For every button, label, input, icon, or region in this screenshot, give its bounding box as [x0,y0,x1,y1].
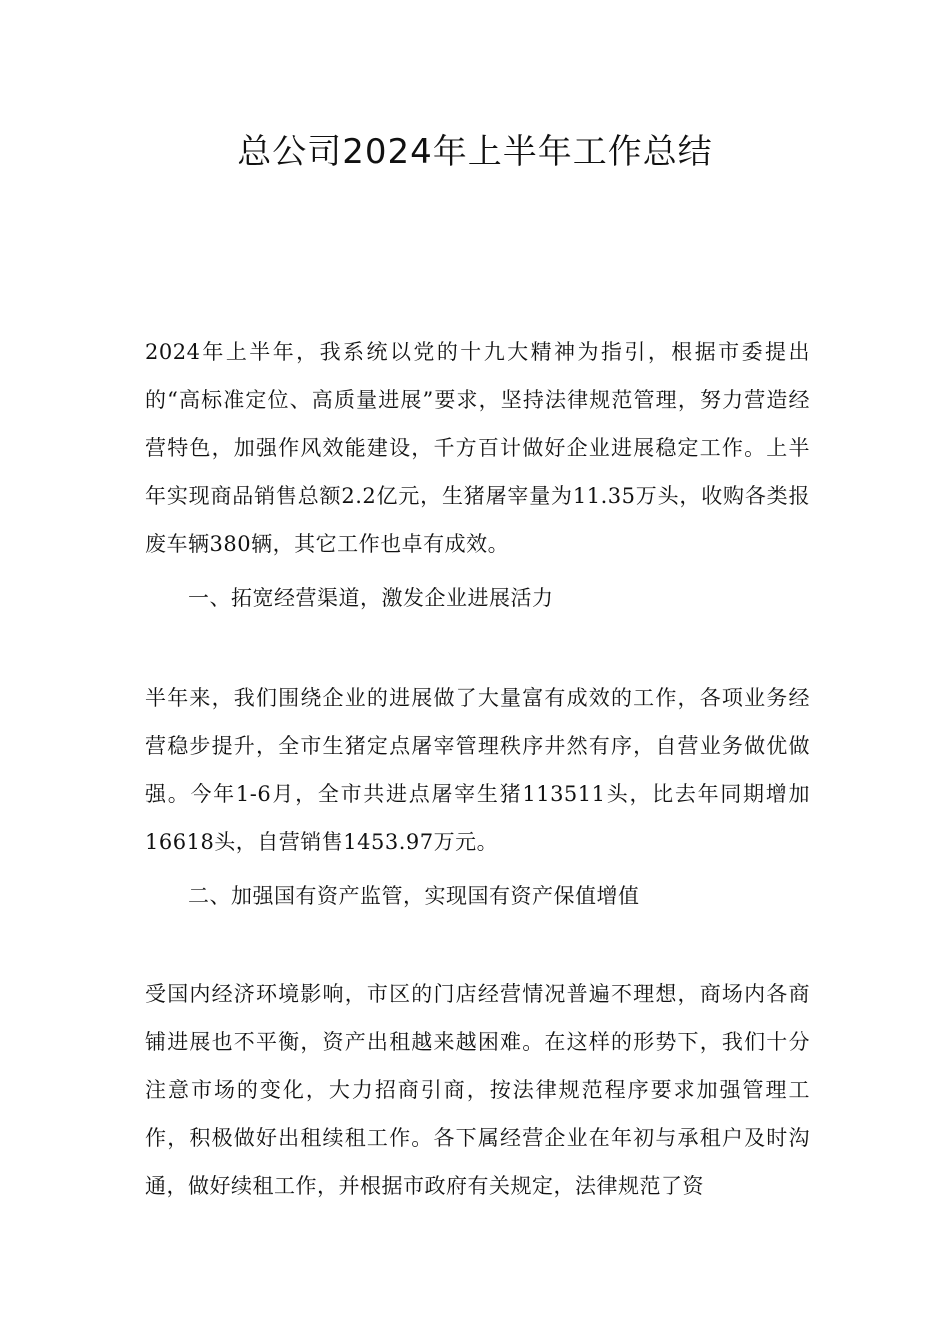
section-heading-1: 一、拓宽经营渠道，激发企业进展活力 [188,586,554,610]
paragraph-section-2: 受国内经济环境影响，市区的门店经营情况普遍不理想，商场内各商铺进展也不平衡，资产出租越来越困难。在这样的形势下，我们十分注意市场的变化，大力招商引商，按法律规范程序要求加强管理工作，积极做好出租续租工作。各下属经营企业在年初与承租户及时沟通，做好续租工作，并根据市政府有关规定，法律规范了资 [145,982,810,1198]
paragraph-intro: 2024年上半年，我系统以党的十九大精神为指引，根据市委提出的“高标准定位、高质量进展”要求，坚持法律规范管理，努力营造经营特色，加强作风效能建设，千方百计做好企业进展稳定工作。上半年实现商品销售总额2.2亿元，生猪屠宰量为11.35万头，收购各类报废车辆380辆，其它工作也卓有成效。 [145,340,810,556]
paragraph-section-1: 半年来，我们围绕企业的进展做了大量富有成效的工作，各项业务经营稳步提升，全市生猪定点屠宰管理秩序井然有序，自营业务做优做强。今年1-6月，全市共进点屠宰生猪113511头，比去年同期增加16618头，自营销售1453.97万元。 [145,686,810,854]
section-heading-2: 二、加强国有资产监管，实现国有资产保值增值 [188,884,640,908]
document-title: 总公司2024年上半年工作总结 [237,132,713,172]
